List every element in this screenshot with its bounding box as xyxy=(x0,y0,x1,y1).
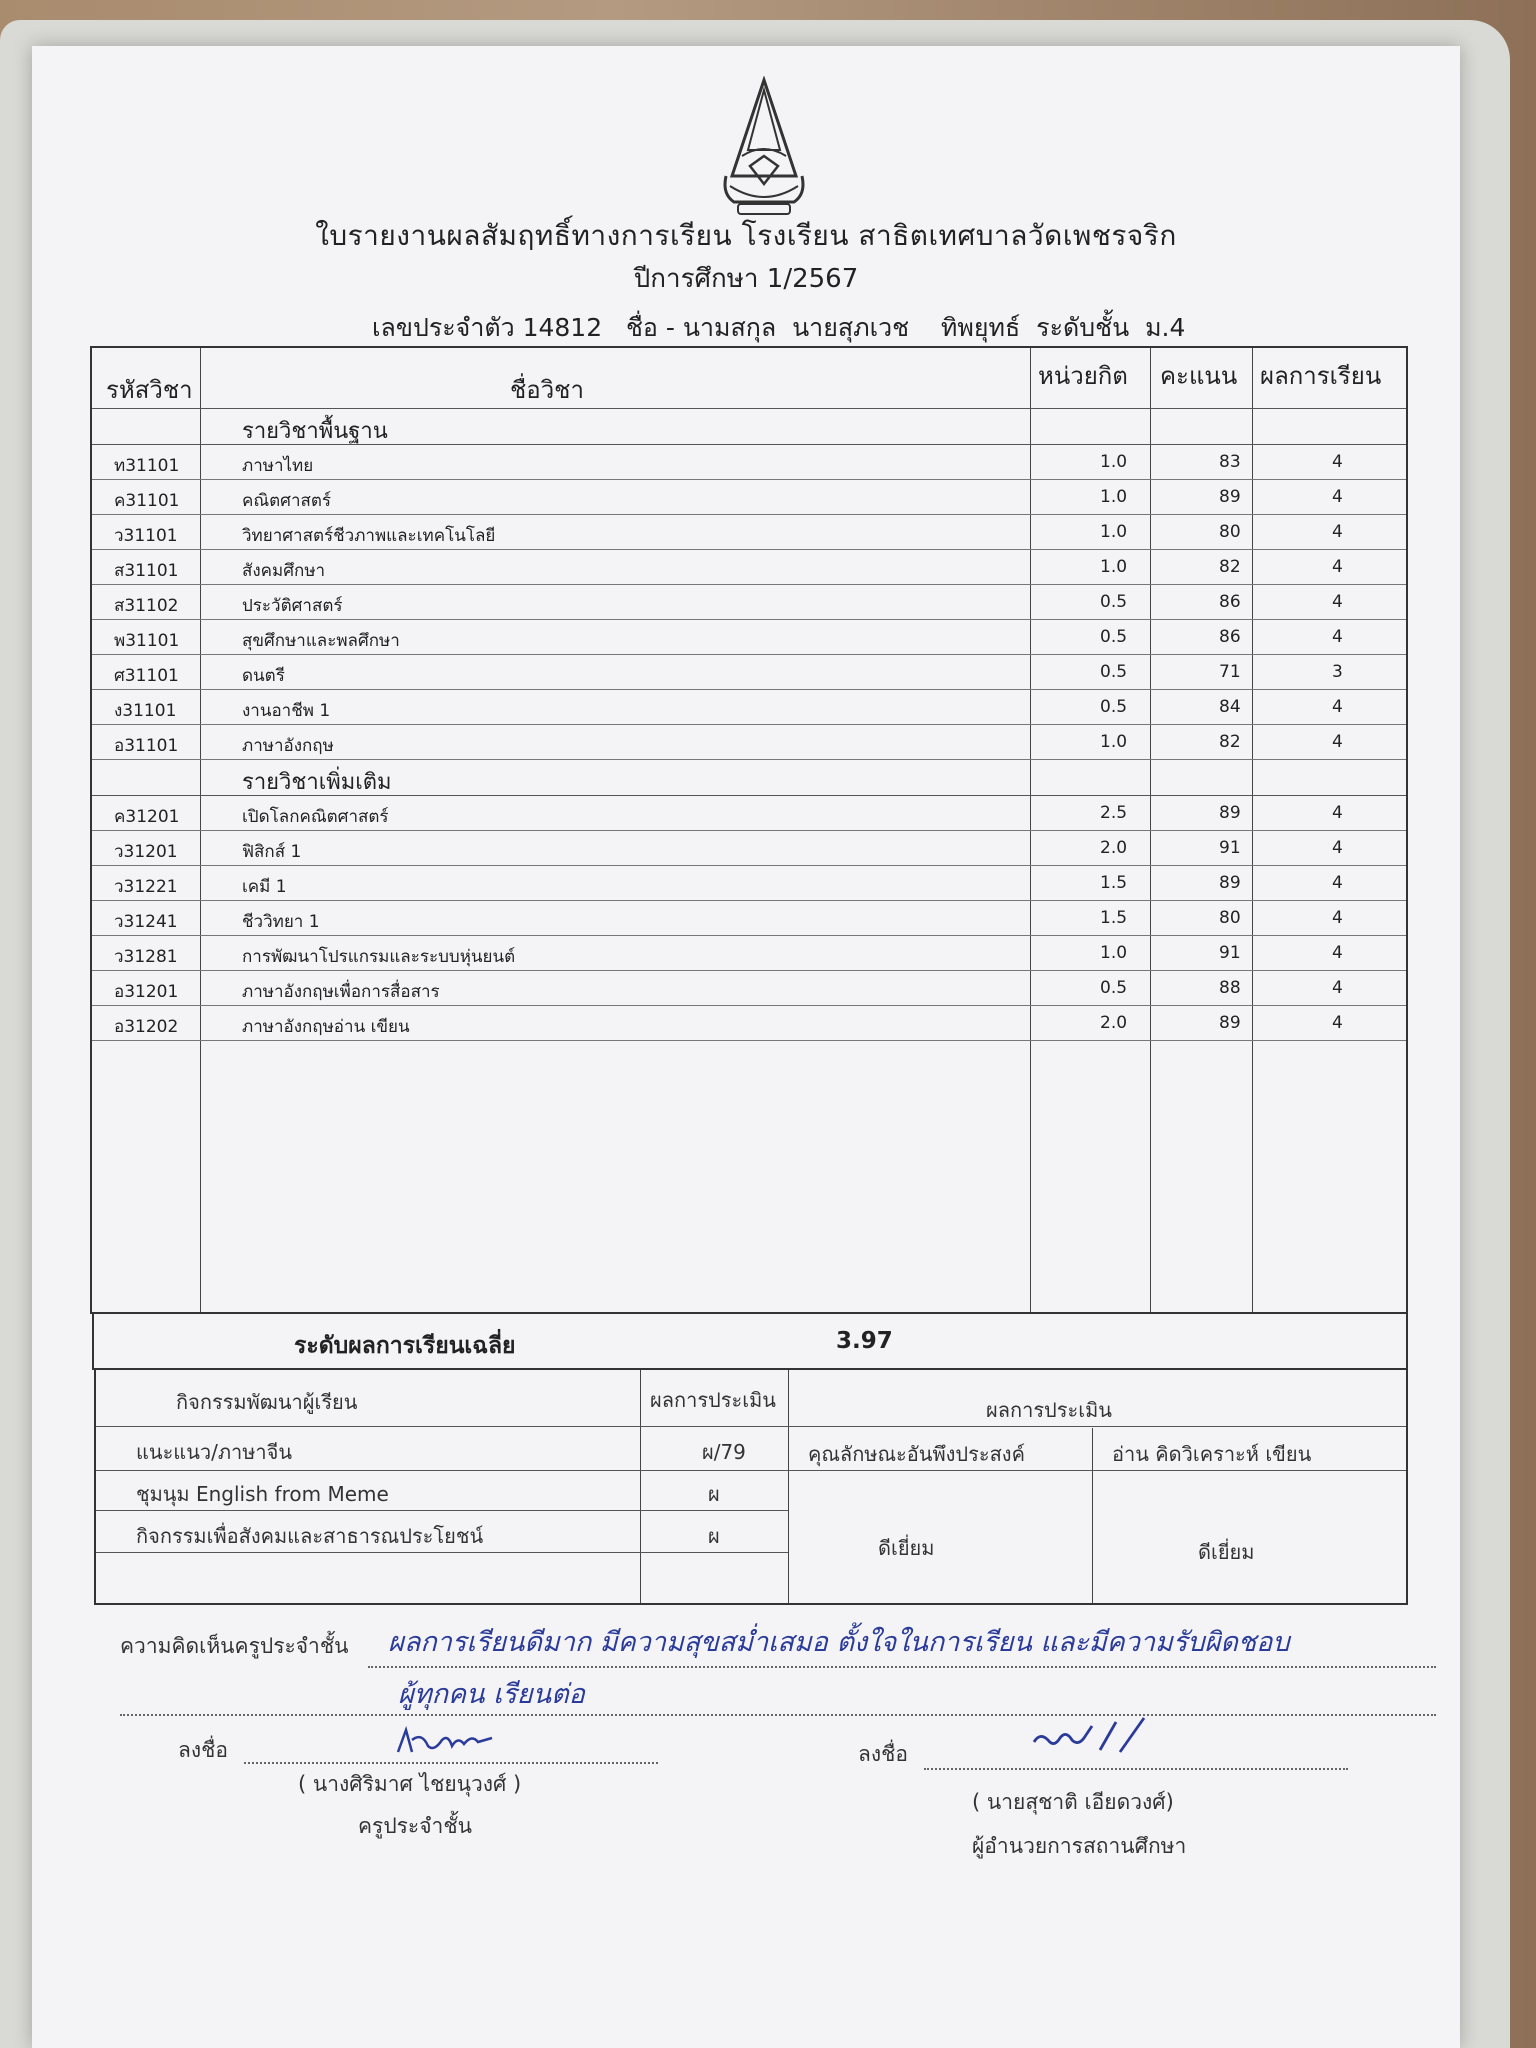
course-score: 83 xyxy=(1219,452,1241,472)
course-score: 71 xyxy=(1219,662,1241,682)
course-grade: 4 xyxy=(1332,732,1343,752)
course-score: 91 xyxy=(1219,943,1241,963)
course-name: ชีววิทยา 1 xyxy=(242,912,320,932)
course-grade: 4 xyxy=(1332,557,1343,577)
course-credit: 2.0 xyxy=(1100,838,1128,858)
course-credit: 1.0 xyxy=(1100,943,1128,963)
course-code: ว31221 xyxy=(114,877,178,897)
director-signature-icon xyxy=(1026,1712,1156,1762)
course-name: คณิตศาสตร์ xyxy=(242,491,332,511)
course-row xyxy=(92,514,1406,549)
teacher-sign-label: ลงชื่อ xyxy=(178,1738,228,1762)
reading-header: อ่าน คิดวิเคราะห์ เขียน xyxy=(1112,1442,1312,1466)
activities-table xyxy=(94,1370,1408,1605)
average-label: ระดับผลการเรียนเฉลี่ย xyxy=(294,1333,516,1359)
course-grade: 4 xyxy=(1332,803,1343,823)
header-score: คะแนน xyxy=(1160,362,1238,390)
academic-year: ปีการศึกษา 1/2567 xyxy=(633,264,859,294)
activity-result: ผ xyxy=(708,1524,720,1548)
course-score: 82 xyxy=(1219,557,1241,577)
course-score: 89 xyxy=(1219,487,1241,507)
course-credit: 1.0 xyxy=(1100,522,1128,542)
course-code: ว31241 xyxy=(114,912,178,932)
course-name: สุขศึกษาและพลศึกษา xyxy=(242,631,400,651)
handwritten-comment-line1: ผลการเรียนดีมาก มีความสุขสม่ำเสมอ ตั้งใจในการเรียน และมีความรับผิดชอบ xyxy=(388,1627,1290,1658)
school-emblem-icon xyxy=(712,76,816,226)
activity-result: ผ/79 xyxy=(702,1440,746,1464)
course-row xyxy=(92,584,1406,619)
activities-header: กิจกรรมพัฒนาผู้เรียน xyxy=(176,1390,358,1414)
grades-table xyxy=(90,346,1408,1314)
course-credit: 1.0 xyxy=(1100,557,1128,577)
course-row xyxy=(92,900,1406,935)
report-title: ใบรายงานผลสัมฤทธิ์ทางการเรียน โรงเรียน สาธิตเทศบาลวัดเพชรจริก xyxy=(315,219,1177,252)
course-name: ภาษาอังกฤษอ่าน เขียน xyxy=(242,1017,410,1037)
course-name: ภาษาอังกฤษเพื่อการสื่อสาร xyxy=(242,982,440,1002)
course-grade: 4 xyxy=(1332,838,1343,858)
course-row xyxy=(92,935,1406,970)
reading-value: ดีเยี่ยม xyxy=(1198,1540,1255,1564)
course-grade: 4 xyxy=(1332,592,1343,612)
course-code: ง31101 xyxy=(114,701,177,721)
activity-name: กิจกรรมเพื่อสังคมและสาธารณประโยชน์ xyxy=(136,1524,484,1548)
section-extra-label: รายวิชาเพิ่มเติม xyxy=(242,770,392,795)
course-score: 86 xyxy=(1219,627,1241,647)
course-code: ส31102 xyxy=(114,596,179,616)
course-row xyxy=(92,865,1406,900)
activity-name: ชุมนุม English from Meme xyxy=(136,1482,389,1506)
course-score: 86 xyxy=(1219,592,1241,612)
course-name: การพัฒนาโปรแกรมและระบบหุ่นยนต์ xyxy=(242,947,516,967)
evaluation-header: ผลการประเมิน xyxy=(986,1398,1112,1422)
course-grade: 4 xyxy=(1332,452,1343,472)
trait-header: คุณลักษณะอันพึงประสงค์ xyxy=(808,1442,1025,1466)
course-code: พ31101 xyxy=(114,631,180,651)
course-credit: 0.5 xyxy=(1100,697,1128,717)
course-grade: 3 xyxy=(1332,662,1343,682)
course-row xyxy=(92,970,1406,1005)
course-credit: 0.5 xyxy=(1100,592,1128,612)
comment-label: ความคิดเห็นครูประจำชั้น xyxy=(120,1634,349,1658)
course-name: ดนตรี xyxy=(242,666,285,686)
course-credit: 2.5 xyxy=(1100,803,1128,823)
course-score: 80 xyxy=(1219,522,1241,542)
course-code: อ31101 xyxy=(114,736,179,756)
course-name: สังคมศึกษา xyxy=(242,561,326,581)
course-row xyxy=(92,689,1406,724)
course-name: วิทยาศาสตร์ชีวภาพและเทคโนโลยี xyxy=(242,526,496,546)
course-score: 82 xyxy=(1219,732,1241,752)
activity-name: แนะแนว/ภาษาจีน xyxy=(136,1440,293,1464)
course-row xyxy=(92,830,1406,865)
course-row xyxy=(92,724,1406,759)
section-row-basic xyxy=(92,408,1406,443)
course-row xyxy=(92,619,1406,654)
handwritten-comment-line2: ผู้ทุกคน เรียนต่อ xyxy=(398,1679,585,1710)
course-grade: 4 xyxy=(1332,627,1343,647)
course-name: ประวัติศาสตร์ xyxy=(242,596,343,616)
average-row xyxy=(92,1314,1408,1370)
course-grade: 4 xyxy=(1332,943,1343,963)
director-role: ผู้อำนวยการสถานศึกษา xyxy=(972,1834,1187,1858)
activities-result-header: ผลการประเมิน xyxy=(650,1388,776,1412)
average-value: 3.97 xyxy=(836,1328,893,1354)
header-name: ชื่อวิชา xyxy=(510,376,584,404)
section-row-extra xyxy=(92,759,1406,794)
course-code: ค31201 xyxy=(114,807,180,827)
course-code: ค31101 xyxy=(114,491,180,511)
course-row xyxy=(92,795,1406,830)
course-credit: 1.0 xyxy=(1100,732,1128,752)
section-basic-label: รายวิชาพื้นฐาน xyxy=(242,419,388,444)
course-row xyxy=(92,479,1406,514)
course-grade: 4 xyxy=(1332,908,1343,928)
course-score: 88 xyxy=(1219,978,1241,998)
course-grade: 4 xyxy=(1332,978,1343,998)
course-code: ส31101 xyxy=(114,561,179,581)
course-grade: 4 xyxy=(1332,487,1343,507)
course-credit: 1.5 xyxy=(1100,908,1128,928)
director-sign-label: ลงชื่อ xyxy=(858,1742,908,1766)
teacher-name: ( นางศิริมาศ ไชยนุวงศ์ ) xyxy=(298,1772,522,1796)
course-code: อ31201 xyxy=(114,982,179,1002)
header-credit: หน่วยกิต xyxy=(1038,362,1128,390)
course-grade: 4 xyxy=(1332,873,1343,893)
course-row xyxy=(92,1005,1406,1040)
course-code: ศ31101 xyxy=(114,666,179,686)
teacher-role: ครูประจำชั้น xyxy=(358,1814,472,1838)
course-credit: 2.0 xyxy=(1100,1013,1128,1033)
course-credit: 1.0 xyxy=(1100,452,1128,472)
trait-value: ดีเยี่ยม xyxy=(878,1536,935,1560)
course-credit: 0.5 xyxy=(1100,978,1128,998)
director-name: ( นายสุชาติ เอียดวงศ์) xyxy=(972,1790,1174,1814)
course-code: ว31101 xyxy=(114,526,178,546)
activity-result: ผ xyxy=(708,1482,720,1506)
header-code: รหัสวิชา xyxy=(106,376,193,404)
course-name: เคมี 1 xyxy=(242,877,287,897)
course-name: ฟิสิกส์ 1 xyxy=(242,842,302,862)
course-row xyxy=(92,444,1406,479)
course-grade: 4 xyxy=(1332,522,1343,542)
course-code: ว31201 xyxy=(114,842,178,862)
course-credit: 0.5 xyxy=(1100,627,1128,647)
course-name: งานอาชีพ 1 xyxy=(242,701,331,721)
course-credit: 0.5 xyxy=(1100,662,1128,682)
course-row xyxy=(92,654,1406,689)
report-sheet xyxy=(32,46,1460,2048)
course-grade: 4 xyxy=(1332,1013,1343,1033)
course-credit: 1.5 xyxy=(1100,873,1128,893)
course-name: เปิดโลกคณิตศาสตร์ xyxy=(242,807,389,827)
course-score: 89 xyxy=(1219,1013,1241,1033)
student-info: เลขประจำตัว 14812 ชื่อ - นามสกุล นายสุภเวช ทิพยุทธ์ ระดับชั้น ม.4 xyxy=(372,313,1186,342)
course-credit: 1.0 xyxy=(1100,487,1128,507)
course-name: ภาษาอังกฤษ xyxy=(242,736,334,756)
course-score: 80 xyxy=(1219,908,1241,928)
course-score: 84 xyxy=(1219,697,1241,717)
header-grade: ผลการเรียน xyxy=(1260,362,1382,390)
course-name: ภาษาไทย xyxy=(242,456,314,476)
course-grade: 4 xyxy=(1332,697,1343,717)
course-score: 89 xyxy=(1219,803,1241,823)
course-code: อ31202 xyxy=(114,1017,179,1037)
course-code: ท31101 xyxy=(114,456,180,476)
course-code: ว31281 xyxy=(114,947,178,967)
teacher-signature-icon xyxy=(392,1722,512,1762)
course-score: 89 xyxy=(1219,873,1241,893)
course-score: 91 xyxy=(1219,838,1241,858)
course-row xyxy=(92,549,1406,584)
